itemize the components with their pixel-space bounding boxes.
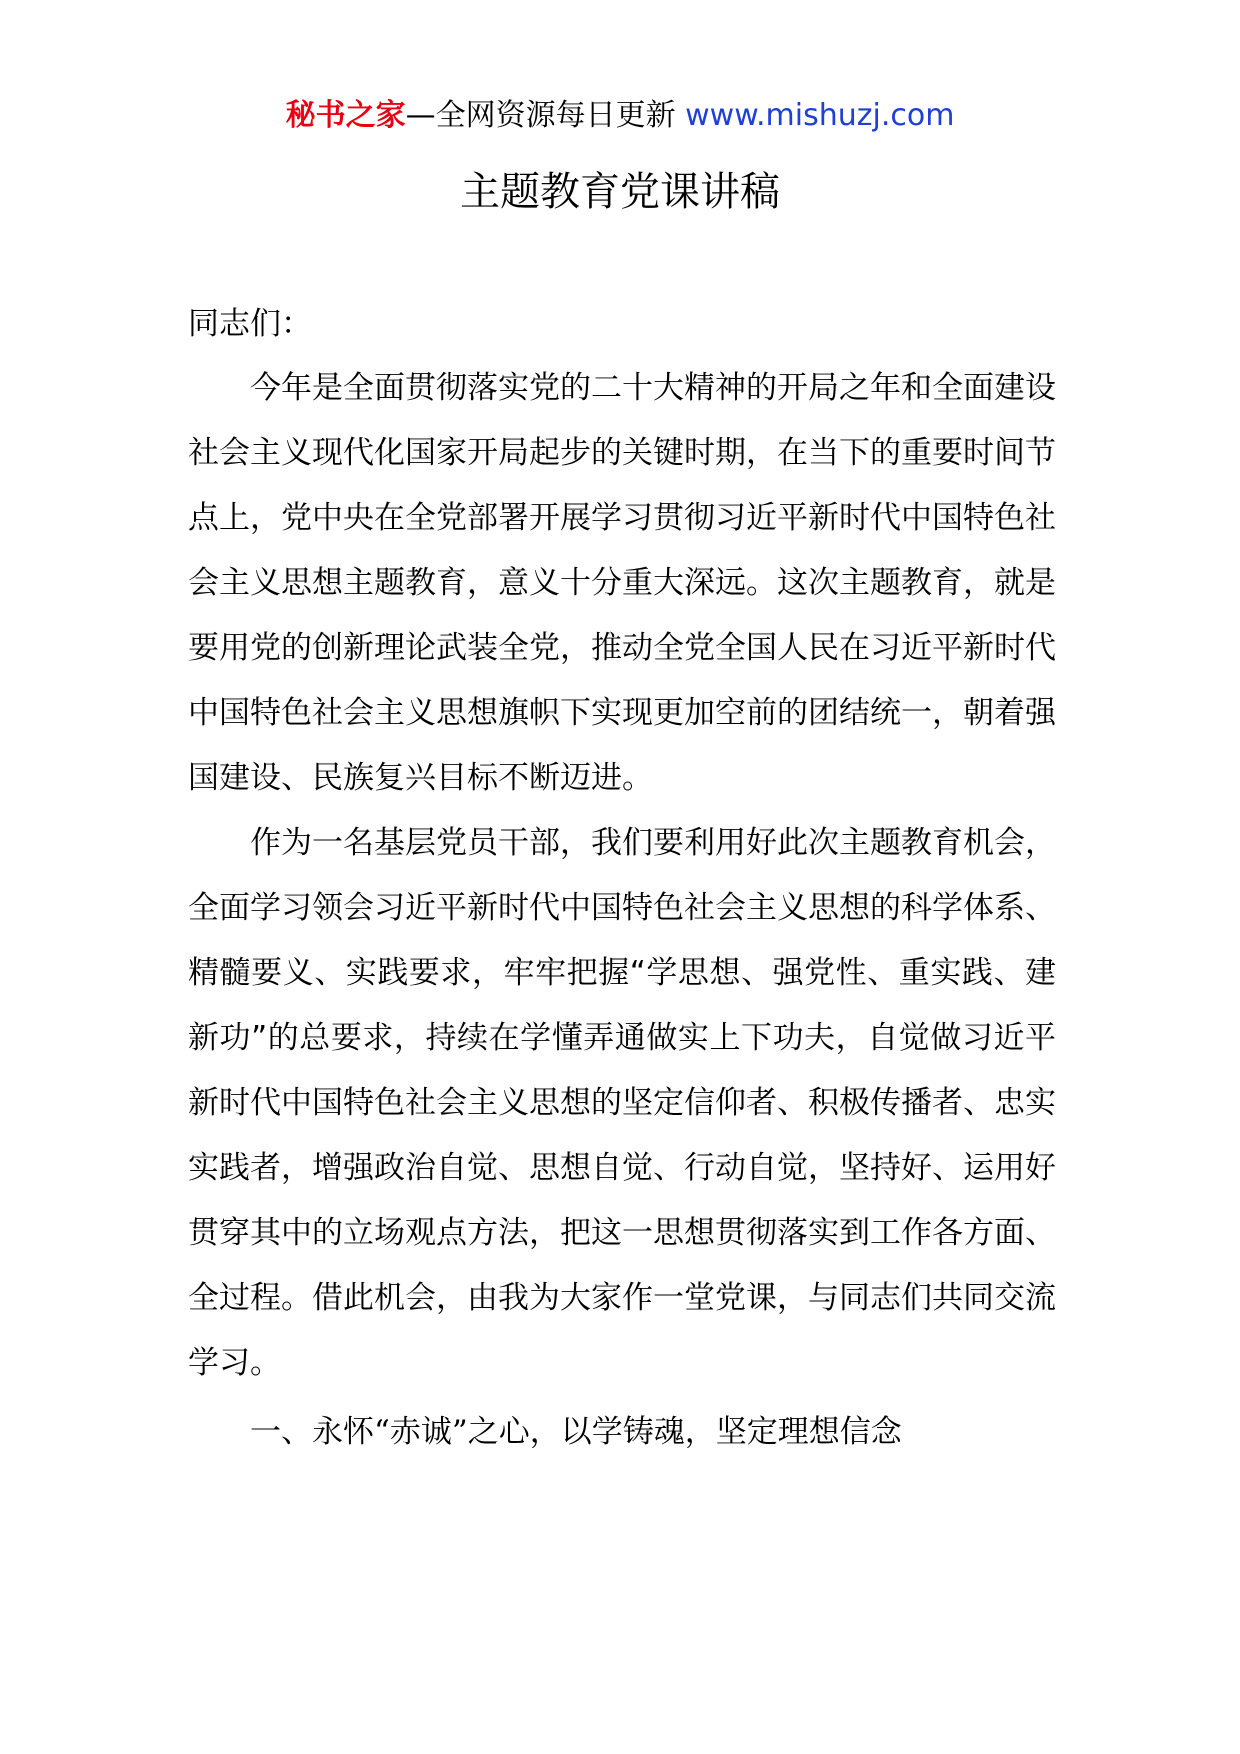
document-body [188, 292, 1056, 1464]
salutation: 同志们： [188, 306, 312, 342]
site-url-link[interactable]: www.mishuzj.com [685, 98, 955, 133]
section-heading-1: 一、永怀“赤诚”之心，以学铸魂，坚定理想信念 [250, 1414, 902, 1450]
brand-name: 秘书之家 [285, 98, 406, 133]
document-title: 主题教育党课讲稿 [460, 169, 780, 215]
paragraph-purpose: 作为一名基层党员干部，我们要利用好此次主题教育机会，全面学习领会习近平新时代中国特色社会主义思想的科学体系、精髓要义、实践要求，牢牢把握“学思想、强党性、重实践、建新功”的总要求，持续在学懂弄通做实上下功夫，自觉做习近平新时代中国特色社会主义思想的坚定信仰者、积极传播者、忠实实践者，增强政治自觉、思想自觉、行动自觉，坚持好、运用好贯穿其中的立场观点方法，把这一思想贯彻落实到工作各方面、全过程。借此机会，由我为大家作一堂党课，与同志们共同交流学习。 [188, 825, 1056, 1381]
brand-tagline: —全网资源每日更新 [405, 98, 686, 133]
site-watermark-header [0, 96, 1240, 136]
paragraph-intro: 今年是全面贯彻落实党的二十大精神的开局之年和全面建设社会主义现代化国家开局起步的关键时期，在当下的重要时间节点上，党中央在全党部署开展学习贯彻习近平新时代中国特色社会主义思想主题教育，意义十分重大深远。这次主题教育，就是要用党的创新理论武装全党，推动全党全国人民在习近平新时代中国特色社会主义思想旗帜下实现更加空前的团结统一，朝着强国建设、民族复兴目标不断迈进。 [188, 370, 1056, 796]
